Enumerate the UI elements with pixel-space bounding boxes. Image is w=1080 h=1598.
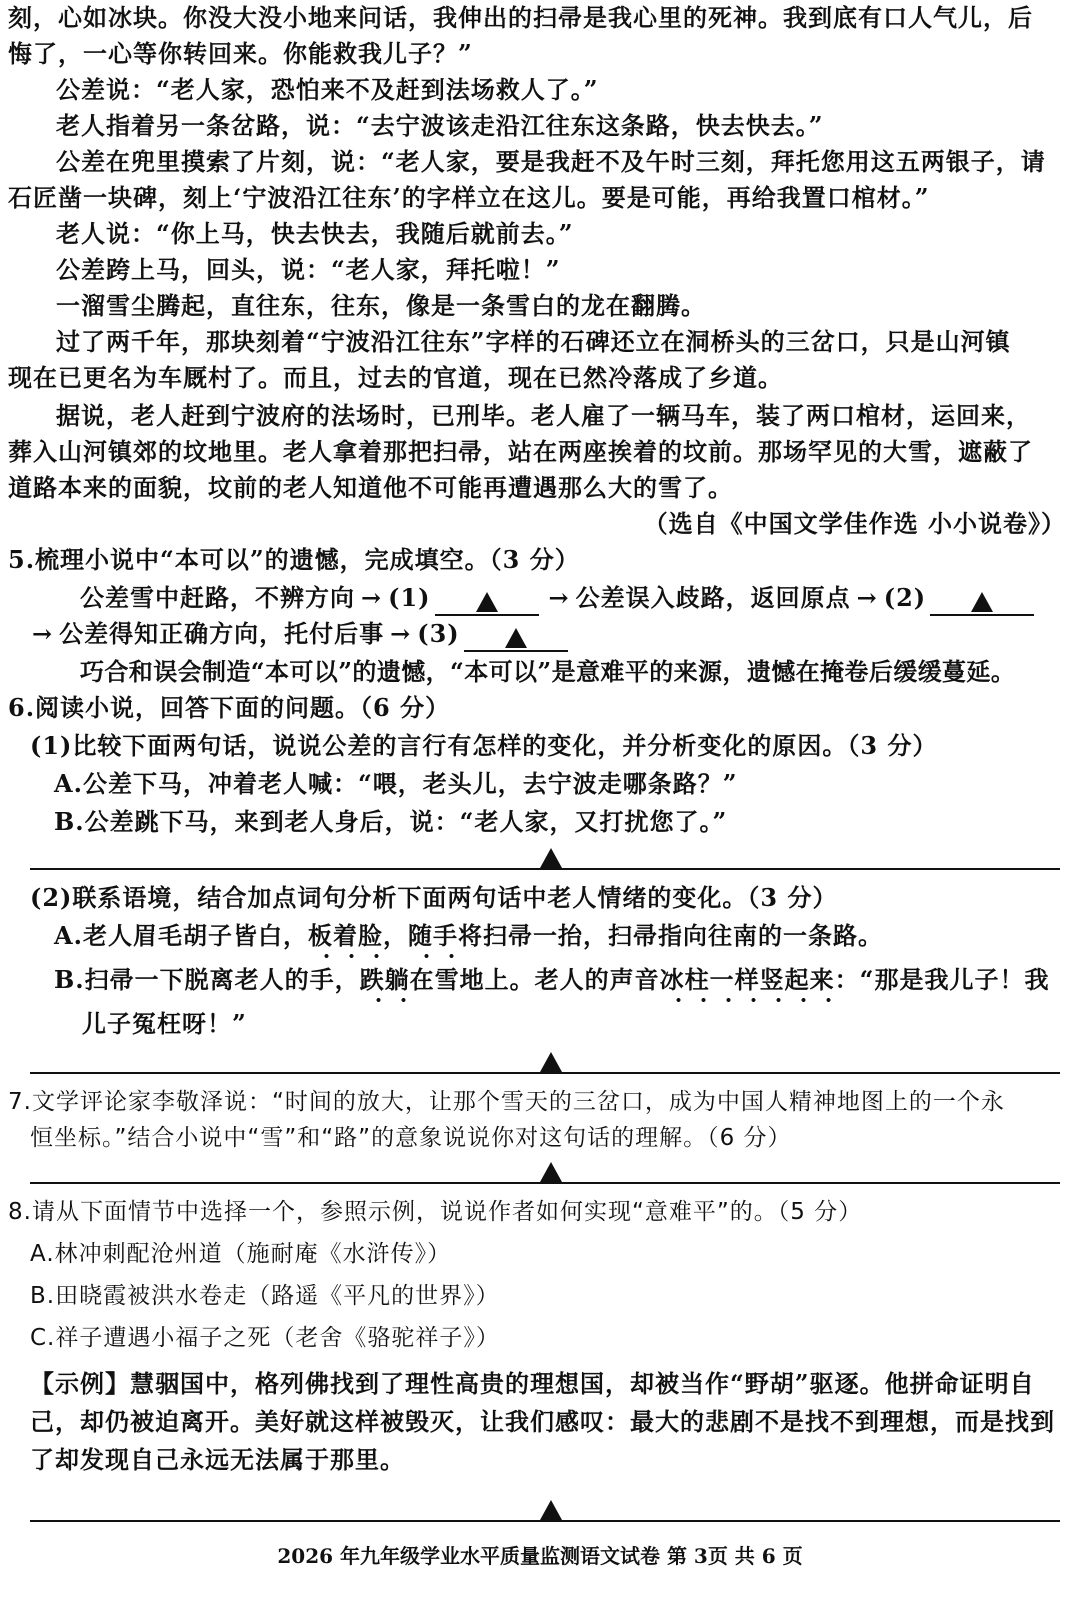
story-p8-line2: 现在已更名为车厩村了。而且，过去的官道，现在已然冷落成了乡道。 [8, 363, 783, 392]
q6-sub2-answer-line[interactable] [30, 1072, 1060, 1074]
story-p1-line1: 刻，心如冰块。你没大没小地来问话，我伸出的扫帚是我心里的死神。我到底有口人气儿，后 [8, 3, 1033, 32]
arrow-icon: → [856, 583, 878, 612]
arrow-icon: → [361, 583, 383, 612]
q5-flow-row1 [80, 580, 1038, 616]
q7-line2: 恒坐标。”结合小说中“雪”和“路”的意象说说你对这句话的理解。（6 分） [30, 1125, 792, 1151]
q6-sub2-b-dotted-word: 冰柱一样竖起来 [660, 962, 835, 998]
q5-summary: 巧合和误会制造“本可以”的遗憾，“本可以”是意难平的来源，遗憾在掩卷后缓缓蔓延。 [80, 657, 1016, 686]
q6-sub1-option-a: A.公差下马，冲着老人喊：“喂，老头儿，去宁波走哪条路？” [54, 769, 738, 798]
q7-line1: 7.文学评论家李敬泽说：“时间的放大，让那个雪天的三岔口，成为中国人精神地图上的一个永 [8, 1089, 1005, 1115]
q5-blank2-label: (2) [883, 583, 927, 612]
answer-triangle-icon [540, 1500, 562, 1520]
q5-blank2-field[interactable] [930, 584, 1034, 616]
story-p2: 公差说：“老人家，恐怕来不及赶到法场救人了。” [56, 75, 599, 104]
story-p7: 一溜雪尘腾起，直往东，往东，像是一条雪白的龙在翻腾。 [56, 291, 706, 320]
q5-flow-a: 公差雪中赶路，不辨方向 [80, 583, 355, 612]
q6-sub1-answer-line[interactable] [30, 868, 1060, 870]
q5-blank3-field[interactable] [464, 620, 568, 652]
story-p9-line1: 据说，老人赶到宁波府的法场时，已刑毕。老人雇了一辆马车，装了两口棺材，运回来， [56, 401, 1031, 430]
q8-option-a: A.林冲刺配沧州道（施耐庵《水浒传》） [30, 1241, 452, 1267]
q8-example-line2: 己，却仍被迫离开。美好就这样被毁灭，让我们感叹：最大的悲剧不是找不到理想，而是找到 [30, 1407, 1055, 1436]
q6-sub2-option-b [54, 962, 1049, 998]
story-p3: 老人指着另一条岔路，说：“去宁波该走沿江往东这条路，快去快去。” [56, 111, 824, 140]
q5-blank1-label: (1) [388, 583, 431, 612]
story-p6: 公差跨上马，回头，说：“老人家，拜托啦！” [56, 255, 561, 284]
q5-flow-c: 公差得知正确方向，托付后事 [59, 619, 385, 648]
story-source: （选自《中国文学佳作选 小小说卷》） [643, 509, 1066, 538]
q6-sub2-b-text: B.扫帚一下脱离老人的手， [54, 965, 360, 994]
q6-sub2-a-text: 将扫帚一抬，扫帚指向往南的一条路。 [457, 921, 883, 950]
q8-option-c: C.祥子遭遇小福子之死（老舍《骆驼祥子》） [30, 1325, 500, 1351]
q5-stem: 5.梳理小说中“本可以”的遗憾，完成填空。（3 分） [8, 545, 580, 574]
q6-sub2-a-text: A.老人眉毛胡子皆白， [54, 921, 308, 950]
q6-stem: 6.阅读小说，回答下面的问题。（6 分） [8, 693, 451, 722]
triangle-icon [971, 592, 993, 612]
story-p4-line2: 石匠凿一块碑，刻上‘宁波沿江往东’的字样立在这儿。要是可能，再给我置口棺材。” [8, 183, 930, 212]
answer-triangle-icon [540, 848, 562, 868]
q6-sub2-option-a [54, 918, 883, 954]
triangle-icon [476, 592, 498, 612]
story-p4-line1: 公差在兜里摸索了片刻，说：“老人家，要是我赶不及午时三刻，拜托您用这五两银子，请 [56, 147, 1046, 176]
q8-option-b: B.田晓霞被洪水卷走（路遥《平凡的世界》） [30, 1283, 500, 1309]
q6-sub2-a-dotted-word: 板着脸 [308, 918, 383, 954]
answer-triangle-icon [540, 1162, 562, 1182]
q6-sub1: (1)比较下面两句话，说说公差的言行有怎样的变化，并分析变化的原因。（3 分） [30, 731, 938, 760]
q6-sub2-b-text: 在雪地上。老人的声音 [409, 965, 660, 994]
q8-answer-line[interactable] [30, 1520, 1060, 1522]
story-p9-line3: 道路本来的面貌，坟前的老人知道他不可能再遭遇那么大的雪了。 [8, 473, 733, 502]
q5-blank3-label: (3) [417, 619, 460, 648]
q8-stem: 8.请从下面情节中选择一个，参照示例，说说作者如何实现“意难平”的。（5 分） [8, 1199, 863, 1225]
story-p9-line2: 葬入山河镇郊的坟地里。老人拿着那把扫帚，站在两座挨着的坟前。那场罕见的大雪，遮蔽了 [8, 437, 1033, 466]
story-p5: 老人说：“你上马，快去快去，我随后就前去。” [56, 219, 574, 248]
arrow-icon: → [548, 583, 570, 612]
q5-flow-b: 公差误入歧路，返回原点 [575, 583, 851, 612]
answer-triangle-icon [540, 1052, 562, 1072]
q6-sub1-option-b: B.公差跳下马，来到老人身后，说：“老人家，又打扰您了。” [54, 807, 728, 836]
story-p1-line2: 悔了，一心等你转回来。你能救我儿子？” [8, 39, 473, 68]
triangle-icon [505, 628, 527, 648]
page-footer: 2026 年九年级学业水平质量监测语文试卷 第 3页 共 6 页 [277, 1544, 803, 1568]
q8-example-line3: 了却发现自己永远无法属于那里。 [30, 1445, 405, 1474]
q8-example-line1: 【示例】慧骃国中，格列佛找到了理性高贵的理想国，却被当作“野胡”驱逐。他拼命证明自 [30, 1369, 1035, 1398]
q6-sub2: (2)联系语境，结合加点词句分析下面两句话中老人情绪的变化。（3 分） [30, 883, 838, 912]
story-p8-line1: 过了两千年，那块刻着“宁波沿江往东”字样的石碑还立在洞桥头的三岔口，只是山河镇 [56, 327, 1011, 356]
q6-sub2-b-dotted-word: 跌躺 [360, 962, 410, 998]
q5-blank1-field[interactable] [435, 584, 539, 616]
q5-flow-row2 [26, 616, 572, 652]
q7-answer-line[interactable] [30, 1182, 1060, 1184]
q6-sub2-a-text: ， [382, 921, 408, 950]
q6-sub2-a-dotted-word: 随手 [408, 918, 458, 954]
arrow-icon: → [390, 619, 412, 648]
q6-sub2-option-b-line2: 儿子冤枉呀！” [82, 1009, 247, 1038]
q6-sub2-b-text: ：“那是我儿子！我 [834, 965, 1050, 994]
arrow-icon: → [32, 619, 54, 648]
